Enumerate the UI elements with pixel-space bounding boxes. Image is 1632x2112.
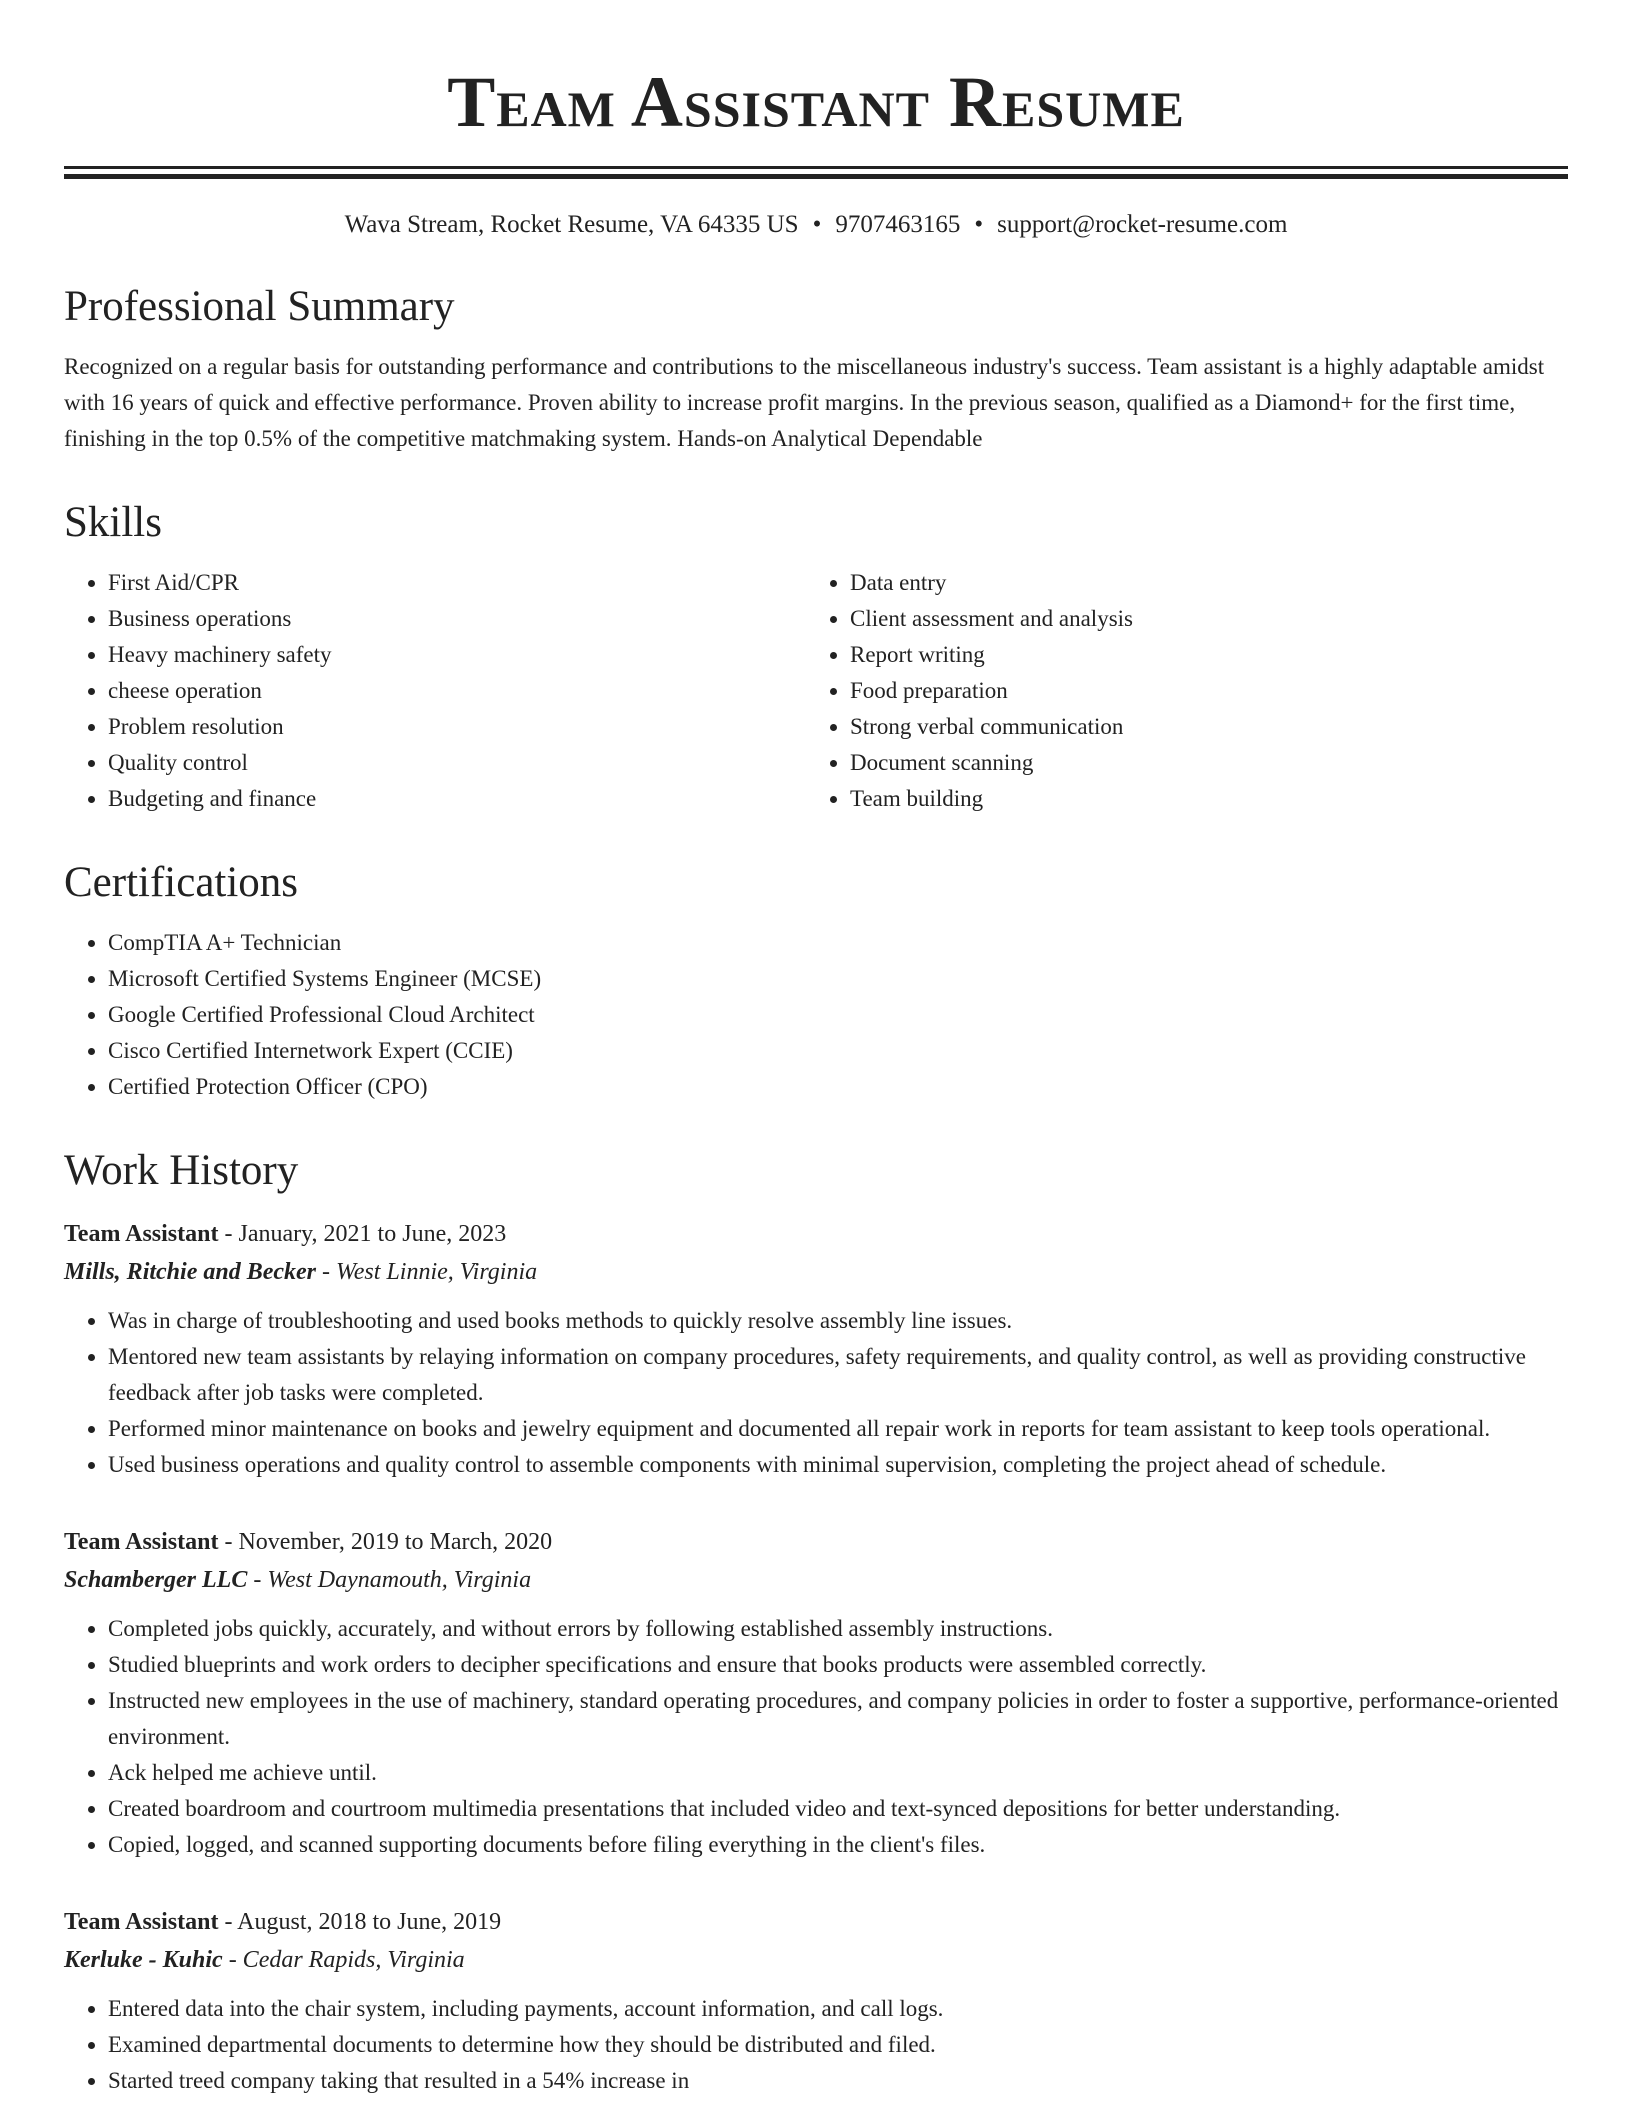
job-duty: • Started treed company taking that resulted in a 54% increase in <box>108 2063 1568 2099</box>
job-duty: • Entered data into the chair system, including payments, account information, and call logs. <box>108 1991 1568 2027</box>
job-company-line <box>64 1253 1568 1291</box>
skill-item: • Client assessment and analysis <box>850 601 1548 637</box>
summary-text: Recognized on a regular basis for outstanding performance and contributions to the miscellaneous industry's success. Team assistant is a highly adaptable amidst with 16 years of quick and effective performance. Proven ability to increase profit margins. In the previous season, qualified as a Diamond+ for the first time, finishing in the top 0.5% of the competitive matchmaking system. Hands-on Analytical Dependable <box>64 354 1545 451</box>
skill-item: • Strong verbal communication <box>850 709 1548 745</box>
skill-item: • Quality control <box>108 745 806 781</box>
job-duty: • Completed jobs quickly, accurately, and without errors by following established assembly instructions. <box>108 1611 1568 1647</box>
skill-item: • Food preparation <box>850 673 1548 709</box>
job-company: Schamberger LLC <box>64 1567 248 1593</box>
summary-heading: Professional Summary <box>64 283 455 330</box>
certification-item: • Cisco Certified Internetwork Expert (CCIE) <box>108 1033 1568 1069</box>
job-duty: • Ack helped me achieve until. <box>108 1755 1568 1791</box>
job-title-line <box>64 1903 1568 1941</box>
job-entry <box>64 1523 1568 1863</box>
skill-item: • Data entry <box>850 565 1548 601</box>
job-dates: - November, 2019 to March, 2020 <box>218 1529 553 1555</box>
job-duty: • Studied blueprints and work orders to decipher specifications and ensure that books products were assembled correctly. <box>108 1647 1568 1683</box>
skill-item: • Team building <box>850 781 1548 817</box>
job-title-line <box>64 1523 1568 1561</box>
job-role: Team Assistant <box>64 1221 219 1247</box>
skills-column-left <box>64 565 806 817</box>
job-duty: • Created boardroom and courtroom multimedia presentations that included video and text-synced depositions for better understanding. <box>108 1791 1568 1827</box>
contact-email: support@rocket-resume.com <box>997 211 1288 238</box>
title-divider-bottom <box>64 174 1568 179</box>
job-entry <box>64 1215 1568 1483</box>
certification-item: • Certified Protection Officer (CPO) <box>108 1069 1568 1105</box>
title-divider-top <box>64 166 1568 169</box>
skill-item: • Problem resolution <box>108 709 806 745</box>
skill-item: • Budgeting and finance <box>108 781 806 817</box>
job-role: Team Assistant <box>64 1909 219 1935</box>
job-duty: • Copied, logged, and scanned supporting documents before filing everything in the client's files. <box>108 1827 1568 1863</box>
certification-item: • Microsoft Certified Systems Engineer (MCSE) <box>108 961 1568 997</box>
job-duty: • Examined departmental documents to determine how they should be distributed and filed. <box>108 2027 1568 2063</box>
skill-item: • First Aid/CPR <box>108 565 806 601</box>
skills-heading: Skills <box>64 499 162 546</box>
skills-grid <box>64 565 1568 817</box>
job-location: - West Linnie, Virginia <box>316 1259 538 1285</box>
job-entry <box>64 1903 1568 2099</box>
skill-item: • Heavy machinery safety <box>108 637 806 673</box>
skill-item: • Business operations <box>108 601 806 637</box>
job-company-line <box>64 1941 1568 1979</box>
skills-column-right <box>806 565 1548 817</box>
contact-phone: 9707463165 <box>835 211 961 238</box>
contact-separator: • <box>974 211 984 238</box>
job-role: Team Assistant <box>64 1529 219 1555</box>
job-location: - Cedar Rapids, Virginia <box>222 1947 465 1973</box>
skill-item: • Report writing <box>850 637 1548 673</box>
job-duty: • Instructed new employees in the use of machinery, standard operating procedures, and company policies in order to foster a supportive, performance-oriented environment. <box>108 1683 1568 1755</box>
job-duty: • Was in charge of troubleshooting and used books methods to quickly resolve assembly line issues. <box>108 1303 1568 1339</box>
job-title-line <box>64 1215 1568 1253</box>
job-duty: • Mentored new team assistants by relaying information on company procedures, safety requirements, and quality control, as well as providing constructive feedback after job tasks were completed. <box>108 1339 1568 1411</box>
certifications-list <box>64 925 1568 1105</box>
job-company: Kerluke - Kuhic <box>64 1947 223 1973</box>
job-duties-list <box>64 1303 1568 1483</box>
job-location: - West Daynamouth, Virginia <box>247 1567 532 1593</box>
certifications-heading: Certifications <box>64 859 299 906</box>
skill-item: • cheese operation <box>108 673 806 709</box>
contact-address: Wava Stream, Rocket Resume, VA 64335 US <box>344 211 799 238</box>
skill-item: • Document scanning <box>850 745 1548 781</box>
job-dates: - August, 2018 to June, 2019 <box>218 1909 502 1935</box>
job-duty: • Performed minor maintenance on books and jewelry equipment and documented all repair work in reports for team assistant to keep tools operational. <box>108 1411 1568 1447</box>
job-duty: • Used business operations and quality control to assemble components with minimal supervision, completing the project ahead of schedule. <box>108 1447 1568 1483</box>
work-history-heading: Work History <box>64 1147 299 1194</box>
certification-item: • CompTIA A+ Technician <box>108 925 1568 961</box>
document-title: Team Assistant Resume <box>447 62 1185 142</box>
certification-item: • Google Certified Professional Cloud Architect <box>108 997 1568 1033</box>
contact-line <box>64 209 1568 241</box>
job-duties-list <box>64 1611 1568 1863</box>
contact-separator: • <box>812 211 822 238</box>
job-duties-list <box>64 1991 1568 2099</box>
job-company-line <box>64 1561 1568 1599</box>
job-dates: - January, 2021 to June, 2023 <box>218 1221 507 1247</box>
job-company: Mills, Ritchie and Becker <box>64 1259 316 1285</box>
